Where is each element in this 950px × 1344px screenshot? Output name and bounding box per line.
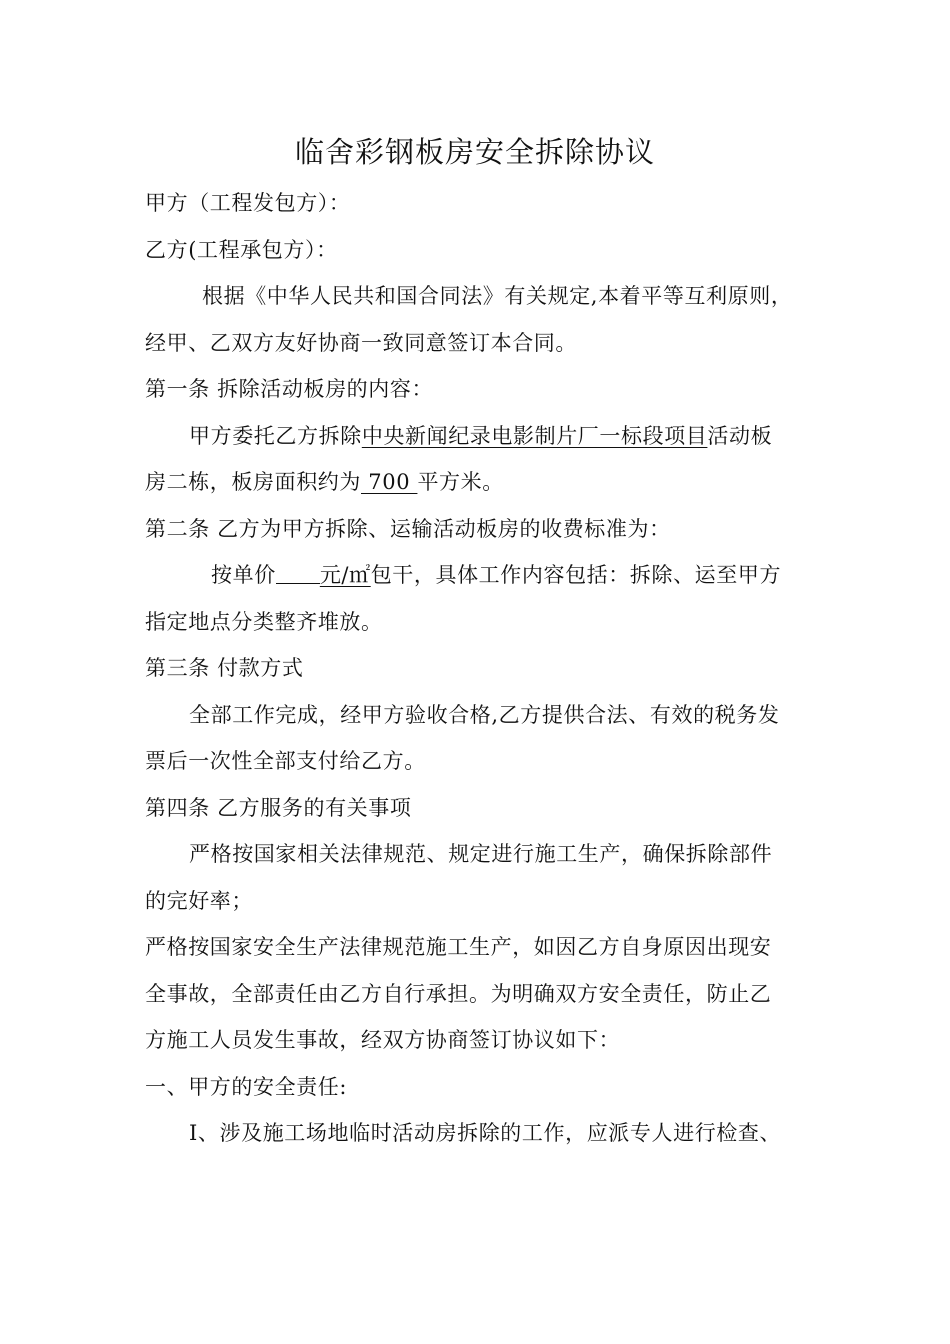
article-1-line-2	[145, 459, 815, 506]
party-b-line: 乙方(工程承包方）：	[145, 237, 338, 262]
article-2-text: 包干，具体工作内容包括：拆除、运至甲方	[370, 563, 782, 587]
article-2-line-1	[145, 552, 815, 599]
article-1-text-end: 活动板	[707, 423, 773, 448]
unit-price-label: 按单价	[211, 563, 276, 587]
preamble-line-2: 经甲、乙双方友好协商一致同意签订本合同。	[145, 330, 577, 355]
area-value: 700	[361, 470, 418, 494]
article-4-p2-line-1: 严格按国家安全生产法律规范施工生产，如因乙方自身原因出现安	[145, 935, 772, 959]
article-3-heading: 第三条 付款方式	[145, 656, 304, 680]
article-3-line-2: 票后一次性全部支付给乙方。	[145, 749, 426, 773]
preamble-line-1: 根据《中华人民共和国合同法》有关规定,本着平等互利原则，	[202, 284, 793, 308]
party-a-line: 甲方（工程发包方）：	[145, 191, 351, 215]
article-4-p1-line-1: 严格按国家相关法律规范、规定进行施工生产，确保拆除部件	[189, 842, 773, 866]
article-2-heading: 第二条 乙方为甲方拆除、运输活动板房的收费标准为：	[145, 516, 671, 541]
document-body	[145, 180, 815, 1157]
article-2-line-2: 指定地点分类整齐堆放。	[145, 609, 383, 634]
project-name: 中央新闻纪录电影制片厂一标段项目	[361, 423, 708, 448]
section-1-heading: 一、甲方的安全责任:	[145, 1074, 348, 1099]
article-4-p2-line-3: 方施工人员发生事故，经双方协商签订协议如下：	[145, 1028, 621, 1052]
unit-price-blank	[276, 561, 320, 584]
article-3-line-1: 全部工作完成，经甲方验收合格,乙方提供合法、有效的税务发	[189, 702, 780, 727]
article-4-heading: 第四条 乙方服务的有关事项	[145, 795, 412, 820]
article-1-line-1	[145, 413, 815, 460]
article-1-area-unit: 平方米。	[417, 470, 504, 494]
article-4-p1-line-2: 的完好率；	[145, 888, 253, 913]
article-1-area-label: 房二栋，板房面积约为	[145, 470, 361, 494]
section-1-item-1: I、涉及施工场地临时活动房拆除的工作，应派专人进行检查、	[189, 1121, 782, 1145]
article-1-heading: 第一条 拆除活动板房的内容：	[145, 377, 434, 401]
document-title: 临舍彩钢板房安全拆除协议	[294, 135, 655, 169]
article-4-p2-line-2: 全事故，全部责任由乙方自行承担。为明确双方安全责任，防止乙	[145, 981, 772, 1006]
article-1-text: 甲方委托乙方拆除	[189, 423, 362, 448]
unit-price-unit: 元/㎡	[319, 563, 371, 587]
